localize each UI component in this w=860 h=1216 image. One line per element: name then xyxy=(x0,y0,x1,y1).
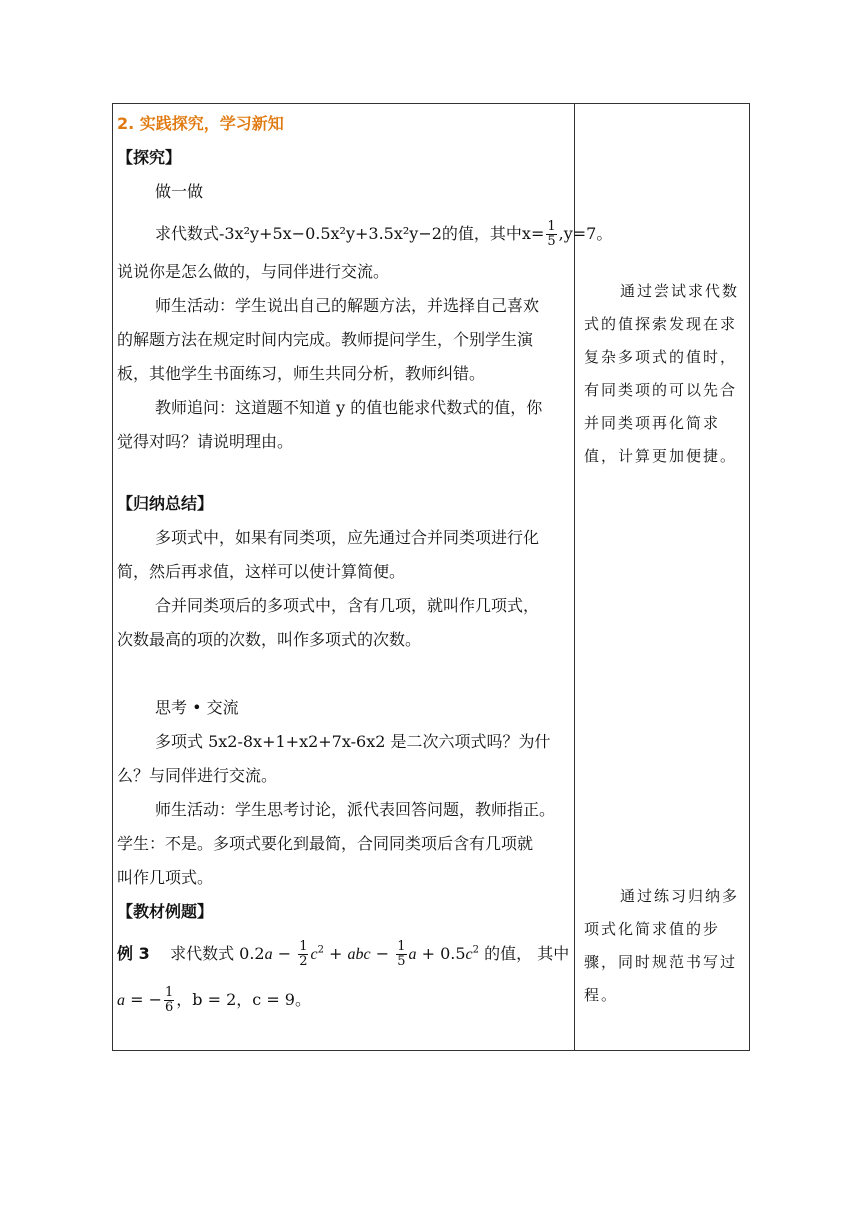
followup-line-1: 教师追问：这道题不知道 y 的值也能求代数式的值，你 xyxy=(155,398,543,417)
side-note-2-line: 骤，同时规范书写过 xyxy=(584,953,738,971)
side-note-1-line: 值，计算更加便捷。 xyxy=(584,447,738,465)
think-title: 思考 • 交流 xyxy=(155,698,239,717)
summary2-line-1: 合并同类项后的多项式中，含有几项，就叫作几项式， xyxy=(155,596,540,615)
problem-prefix: 求代数式-3x²y+5x−0.5x²y+3.5x²y−2的值，其中x= xyxy=(155,224,545,243)
fraction-denominator: 5 xyxy=(547,234,556,249)
problem-fraction xyxy=(546,220,556,249)
activity2-line-2: 学生：不是。多项式要化到最简，合同同类项后含有几项就 xyxy=(117,834,534,853)
side-note-1-line: 复杂多项式的值时， xyxy=(584,348,738,366)
side-note-1-line: 并同类项再化简求 xyxy=(584,414,721,432)
activity2-line-1: 师生活动：学生思考讨论，派代表回答问题，教师指正。 xyxy=(155,800,556,819)
activity1-line-3: 板，其他学生书面练习，师生共同分析，教师纠错。 xyxy=(117,364,486,383)
do-it-label: 做一做 xyxy=(155,182,204,201)
example-text-prefix: 求代数式 0.2 xyxy=(170,944,265,963)
problem-line-1 xyxy=(155,220,612,249)
summary1-line-1: 多项式中，如果有同类项，应先通过合并同类项进行化 xyxy=(155,528,540,547)
followup-line-2: 觉得对吗？请说明理由。 xyxy=(117,432,294,451)
example-line-1: 例 3 求代数式 0.2a − $\frac{1}{2}$ $c^2$ + abc − $\frac{1}{5}$ $a + 0.5c^2$ 的值， 其中 xyxy=(117,939,570,969)
activity1-line-2: 的解题方法在规定时间内完成。教师提问学生，个别学生演 xyxy=(117,330,534,349)
think-line-1: 多项式 5x2-8x+1+x2+7x-6x2 是二次六项式吗？为什 xyxy=(155,732,551,751)
side-note-2-line: 通过练习归纳多 xyxy=(620,887,740,905)
example-label: 例 3 xyxy=(117,944,150,963)
activity1-line-1: 师生活动：学生说出自己的解题方法，并选择自己喜欢 xyxy=(155,296,540,315)
side-note-2-line: 程。 xyxy=(584,986,619,1004)
fraction-numerator: 1 xyxy=(547,219,556,234)
section-title: 2. 实践探究，学习新知 xyxy=(117,114,284,133)
problem-line-2: 说说你是怎么做的，与同伴进行交流。 xyxy=(117,262,390,281)
side-note-1-line: 有同类项的可以先合 xyxy=(584,381,738,399)
heading-summary: 【归纳总结】 xyxy=(117,494,214,513)
side-note-1-line: 式的值探索发现在求 xyxy=(584,315,738,333)
heading-example: 【教材例题】 xyxy=(117,902,214,921)
summary1-line-2: 简，然后再求值，这样可以使计算简便。 xyxy=(117,562,406,581)
activity2-line-3: 叫作几项式。 xyxy=(117,868,214,887)
side-note-1-line: 通过尝试求代数 xyxy=(620,282,740,300)
problem-suffix: ,y=7。 xyxy=(558,224,613,243)
heading-explore: 【探究】 xyxy=(117,148,182,167)
side-note-2-line: 项式化简求值的步 xyxy=(584,920,721,938)
summary2-line-2: 次数最高的项的次数，叫作多项式的次数。 xyxy=(117,630,422,649)
example-text-suffix: 的值， 其中 xyxy=(484,944,570,963)
example-cond-b: ，b = 2，c = 9。 xyxy=(176,990,311,1009)
think-line-2: 么？与同伴进行交流。 xyxy=(117,766,278,785)
example-line-2: a = − $\frac{1}{6}$ ，b = 2，c = 9。 xyxy=(117,985,311,1015)
